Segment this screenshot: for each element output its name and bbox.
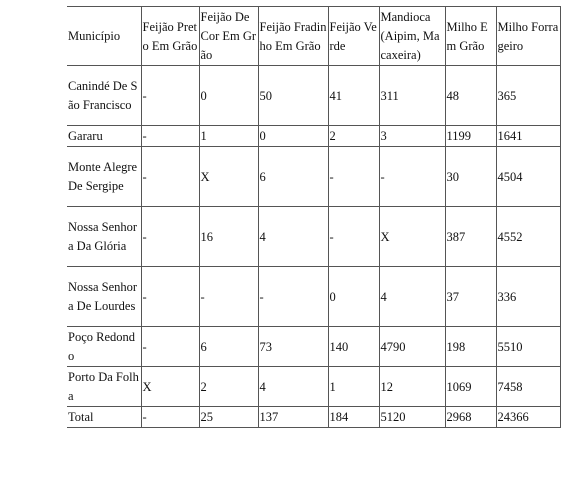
municipio-cell: Nossa Senhora De Lourdes — [68, 280, 138, 313]
value-cell: 4504 — [496, 147, 560, 207]
value-cell: - — [141, 126, 199, 147]
value-cell: 6 — [199, 327, 258, 367]
value-cell: 4790 — [379, 327, 445, 367]
value-cell: - — [141, 267, 199, 327]
value-cell: 24366 — [496, 407, 560, 428]
header-feijao-de-cor: Feijão De Cor Em Grão — [199, 7, 258, 66]
table-row — [67, 147, 560, 207]
header-feijao-preto: Feijão Preto Em Grão — [141, 7, 199, 66]
value-cell: 6 — [258, 147, 328, 207]
value-cell: 12 — [379, 367, 445, 407]
value-cell: 0 — [199, 66, 258, 126]
value-cell: 4 — [379, 267, 445, 327]
value-cell: X — [379, 207, 445, 267]
value-cell: 41 — [328, 66, 379, 126]
value-cell: 311 — [379, 66, 445, 126]
value-cell: 5510 — [496, 327, 560, 367]
value-cell: - — [199, 267, 258, 327]
value-cell: 1 — [199, 126, 258, 147]
value-cell: X — [141, 367, 199, 407]
table-row — [67, 327, 560, 367]
value-cell: - — [328, 207, 379, 267]
table-row — [67, 66, 560, 126]
value-cell: 2968 — [445, 407, 496, 428]
value-cell: - — [141, 407, 199, 428]
value-cell: 336 — [496, 267, 560, 327]
header-municipio: Município — [68, 29, 121, 43]
table-row — [67, 267, 560, 327]
value-cell: 4552 — [496, 207, 560, 267]
value-cell: 1199 — [445, 126, 496, 147]
value-cell: 365 — [496, 66, 560, 126]
table-row — [67, 367, 560, 407]
value-cell: 387 — [445, 207, 496, 267]
total-row — [67, 407, 560, 428]
value-cell: 2 — [328, 126, 379, 147]
value-cell: 73 — [258, 327, 328, 367]
value-cell: 3 — [379, 126, 445, 147]
header-feijao-fradinho: Feijão Fradinho Em Grão — [258, 7, 328, 66]
value-cell: 2 — [199, 367, 258, 407]
table-row — [67, 126, 560, 147]
municipio-cell: Nossa Senhora Da Glória — [68, 220, 138, 253]
municipio-cell: Porto Da Folha — [68, 370, 139, 403]
value-cell: 0 — [258, 126, 328, 147]
header-mandioca: Mandioca (Aipim, Macaxeira) — [379, 7, 445, 66]
value-cell: 48 — [445, 66, 496, 126]
value-cell: 37 — [445, 267, 496, 327]
value-cell: 50 — [258, 66, 328, 126]
value-cell: 0 — [328, 267, 379, 327]
header-milho-forrageiro: Milho Forrageiro — [496, 7, 560, 66]
value-cell: 7458 — [496, 367, 560, 407]
value-cell: 4 — [258, 207, 328, 267]
value-cell: 30 — [445, 147, 496, 207]
value-cell: 1069 — [445, 367, 496, 407]
municipio-cell: Poço Redondo — [68, 330, 136, 363]
municipio-cell: Canindé De São Francisco — [68, 79, 138, 112]
value-cell: 1641 — [496, 126, 560, 147]
value-cell: - — [258, 267, 328, 327]
value-cell: - — [141, 327, 199, 367]
value-cell: 1 — [328, 367, 379, 407]
municipio-cell: Gararu — [68, 129, 103, 143]
value-cell: 5120 — [379, 407, 445, 428]
value-cell: 25 — [199, 407, 258, 428]
value-cell: 140 — [328, 327, 379, 367]
value-cell: - — [141, 66, 199, 126]
value-cell: - — [141, 207, 199, 267]
value-cell: 198 — [445, 327, 496, 367]
value-cell: X — [199, 147, 258, 207]
value-cell: 16 — [199, 207, 258, 267]
municipio-cell: Total — [68, 410, 94, 424]
municipio-cell: Monte Alegre De Sergipe — [68, 160, 138, 193]
value-cell: - — [328, 147, 379, 207]
table-row — [67, 207, 560, 267]
production-table — [67, 6, 561, 428]
header-row — [67, 7, 560, 66]
value-cell: 4 — [258, 367, 328, 407]
header-milho-em-grao: Milho Em Grão — [445, 7, 496, 66]
value-cell: - — [141, 147, 199, 207]
value-cell: 184 — [328, 407, 379, 428]
value-cell: - — [379, 147, 445, 207]
value-cell: 137 — [258, 407, 328, 428]
header-feijao-verde: Feijão Verde — [328, 7, 379, 66]
